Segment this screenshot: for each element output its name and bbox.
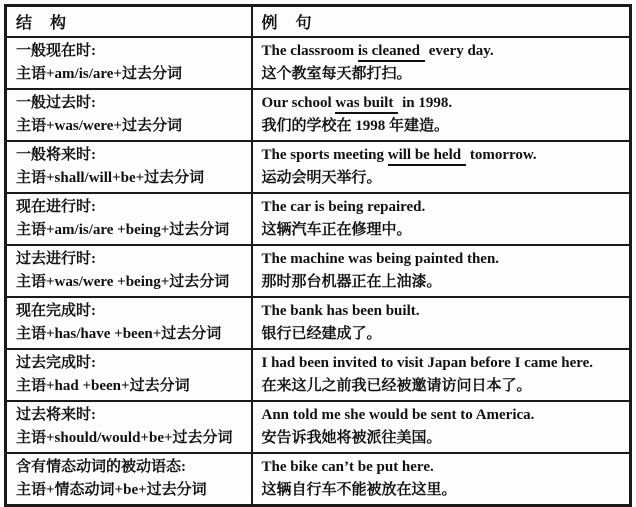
tense-label: 一般现在时: — [16, 42, 96, 59]
tense-label: 一般过去时: — [16, 94, 96, 111]
structure-cell — [6, 453, 252, 506]
pattern-label: 主语+am/is/are +being+过去分词 — [16, 221, 230, 238]
structure-cell — [6, 89, 252, 141]
table-row — [6, 141, 631, 193]
chinese-translation: 在来这儿之前我已经被邀请访问日本了。 — [261, 377, 532, 394]
table-row — [6, 193, 631, 245]
pattern-label: 主语+am/is/are+过去分词 — [16, 65, 182, 82]
table-row — [6, 453, 631, 506]
english-sentence — [262, 404, 626, 427]
example-cell — [252, 89, 631, 141]
table-row — [6, 349, 631, 401]
english-sentence — [262, 248, 626, 271]
pattern-label: 主语+shall/will+be+过去分词 — [16, 169, 205, 186]
tense-label: 过去完成时: — [16, 354, 96, 371]
structure-cell — [6, 37, 252, 89]
structure-cell — [6, 193, 252, 245]
example-cell — [252, 401, 631, 453]
table-row — [6, 401, 631, 453]
chinese-translation: 这个教室每天都打扫。 — [261, 65, 412, 82]
english-sentence — [262, 456, 626, 479]
example-cell — [252, 453, 631, 506]
english-text: The bank has been built. — [261, 302, 420, 319]
tense-label: 含有情态动词的被动语态: — [16, 458, 186, 475]
english-sentence — [262, 352, 626, 375]
tense-label: 过去将来时: — [16, 406, 96, 423]
english-sentence — [262, 92, 626, 115]
chinese-translation: 那时那台机器正在上油漆。 — [261, 273, 442, 290]
structure-cell — [6, 401, 252, 453]
table-row — [6, 245, 631, 297]
header-row — [6, 6, 631, 37]
english-text: The machine was being painted then. — [261, 250, 500, 267]
pattern-label: 主语+情态动词+be+过去分词 — [16, 481, 207, 498]
english-text: The sports meeting — [261, 146, 388, 163]
english-underlined: will be held — [388, 147, 466, 166]
english-tail: every day. — [424, 42, 494, 59]
example-cell — [252, 37, 631, 89]
english-text: The bike can’t be put here. — [261, 458, 434, 475]
structure-cell — [6, 245, 252, 297]
english-text: Ann told me she would be sent to America. — [261, 406, 535, 423]
example-cell — [252, 245, 631, 297]
table-row — [6, 37, 631, 89]
tense-label: 现在完成时: — [16, 302, 96, 319]
english-sentence — [262, 196, 626, 219]
structure-cell — [6, 349, 252, 401]
english-text: I had been invited to visit Japan before I came here. — [261, 354, 594, 371]
english-text: The car is being repaired. — [261, 198, 426, 215]
tense-label: 现在进行时: — [16, 198, 96, 215]
chinese-translation: 运动会明天举行。 — [261, 169, 382, 186]
english-sentence — [262, 144, 626, 167]
structure-cell — [6, 297, 252, 349]
pattern-label: 主语+had +been+过去分词 — [16, 377, 190, 394]
header-structure: 结 构 — [6, 6, 252, 37]
chinese-translation: 这辆汽车正在修理中。 — [261, 221, 412, 238]
table-row — [6, 89, 631, 141]
chinese-translation: 我们的学校在 1998 年建造。 — [261, 117, 450, 134]
example-cell — [252, 349, 631, 401]
english-sentence — [262, 300, 626, 323]
english-underlined: is cleaned — [358, 43, 425, 62]
pattern-label: 主语+should/would+be+过去分词 — [16, 429, 233, 446]
english-sentence — [262, 40, 626, 63]
chinese-translation: 安告诉我她将被派往美国。 — [261, 429, 442, 446]
pattern-label: 主语+was/were +being+过去分词 — [16, 273, 230, 290]
pattern-label: 主语+has/have +been+过去分词 — [16, 325, 222, 342]
english-tail: tomorrow. — [466, 146, 537, 163]
example-cell — [252, 141, 631, 193]
english-underlined: was built — [335, 95, 398, 114]
example-cell — [252, 297, 631, 349]
passive-voice-table — [4, 4, 632, 507]
header-example: 例 句 — [252, 6, 631, 37]
table-row — [6, 297, 631, 349]
tense-label: 过去进行时: — [16, 250, 96, 267]
structure-cell — [6, 141, 252, 193]
english-tail: in 1998. — [398, 94, 453, 111]
tense-label: 一般将来时: — [16, 146, 96, 163]
english-text: The classroom — [261, 42, 358, 59]
chinese-translation: 这辆自行车不能被放在这里。 — [261, 481, 457, 498]
example-cell — [252, 193, 631, 245]
english-text: Our school — [261, 94, 336, 111]
chinese-translation: 银行已经建成了。 — [261, 325, 382, 342]
pattern-label: 主语+was/were+过去分词 — [16, 117, 182, 134]
